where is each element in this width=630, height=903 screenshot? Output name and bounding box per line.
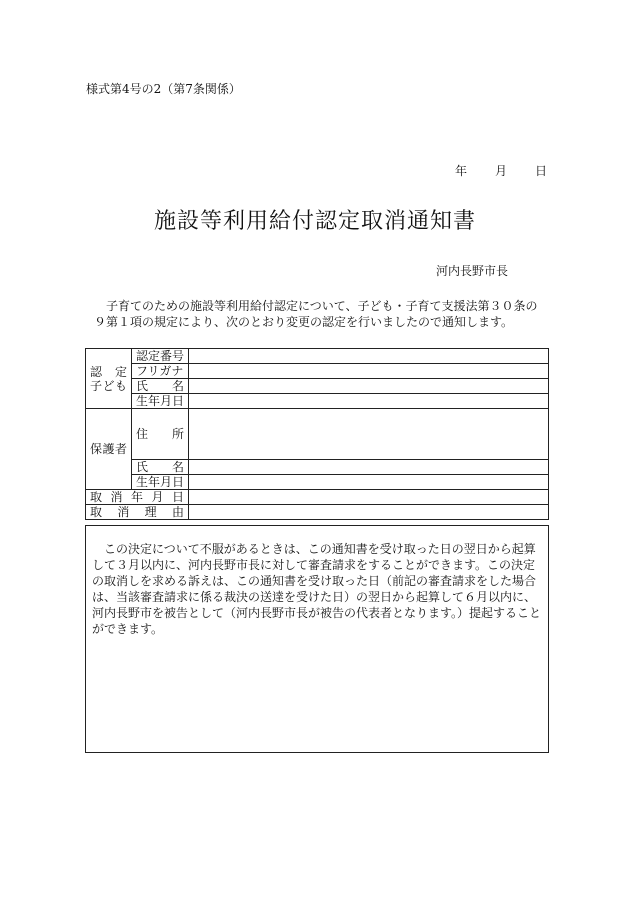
- child-name-field[interactable]: [189, 379, 549, 394]
- furigana-label: フリガナ: [132, 364, 189, 379]
- guardian-group-label: [86, 409, 132, 490]
- appeal-notice-box: [85, 525, 549, 753]
- intro-text: [86, 298, 552, 330]
- table-row: [86, 394, 549, 409]
- certification-number-label: 認定番号: [132, 349, 189, 364]
- guardian-name-field[interactable]: [189, 460, 549, 475]
- date-month-label: 月: [495, 164, 508, 178]
- cancel-reason-field[interactable]: [189, 505, 549, 520]
- appeal-notice-text: この決定について不服があるときは、この通知書を受け取った日の翌日から起算して３月以内に、河内長野市長に対して審査請求をすることができます。この決定の取消しを求める訴えは、この通知書を受け取った日（前記の審査請求をした場合は、当該審査請求に係る裁決の送達を受けた日）の翌日から起算して６月以内に、河内長野市を被告として（河内長野市長が被告の代表者となります。）提起することができます。: [92, 542, 542, 636]
- intro-line-1: 子育てのための施設等利用給付認定について、子ども・子育て支援法第３０条の: [106, 299, 538, 313]
- certified-child-label-line-1: 認 定: [90, 364, 127, 379]
- guardian-name-label: 氏 名: [132, 460, 189, 475]
- table-row: [86, 379, 549, 394]
- child-birthdate-label: 生年月日: [132, 394, 189, 409]
- certified-child-label-line-2: 子ども: [90, 378, 127, 393]
- certification-table: [85, 348, 549, 520]
- intro-line-2: ９第１項の規定により、次のとおり変更の認定を行いましたので通知します。: [94, 315, 514, 329]
- document-title: 施設等利用給付認定取消通知書: [153, 209, 476, 234]
- date-day-label: 日: [535, 164, 548, 178]
- table-row: [86, 475, 549, 490]
- cancel-reason-label: 取消理由: [86, 505, 189, 520]
- furigana-field[interactable]: [189, 364, 549, 379]
- guardian-birthdate-label: 生年月日: [132, 475, 189, 490]
- date-year-label: 年: [455, 164, 468, 178]
- table-row: [86, 409, 549, 460]
- table-row: [86, 460, 549, 475]
- issuer-name: 河内長野市長: [436, 264, 509, 278]
- certification-number-field[interactable]: [189, 349, 549, 364]
- guardian-address-label: 住 所: [132, 409, 189, 460]
- guardian-label: 保護者: [90, 442, 127, 456]
- form-number: 様式第4号の2（第7条関係）: [86, 82, 241, 96]
- date-line: [455, 162, 547, 179]
- table-row: [86, 505, 549, 520]
- cancel-date-field[interactable]: [189, 490, 549, 505]
- child-name-label: 氏 名: [132, 379, 189, 394]
- guardian-birthdate-field[interactable]: [189, 475, 549, 490]
- table-row: [86, 349, 549, 364]
- table-row: [86, 364, 549, 379]
- child-birthdate-field[interactable]: [189, 394, 549, 409]
- certified-child-group-label: [86, 349, 132, 409]
- table-row: [86, 490, 549, 505]
- guardian-address-field[interactable]: [189, 409, 549, 460]
- cancel-date-label: 取消年月日: [86, 490, 189, 505]
